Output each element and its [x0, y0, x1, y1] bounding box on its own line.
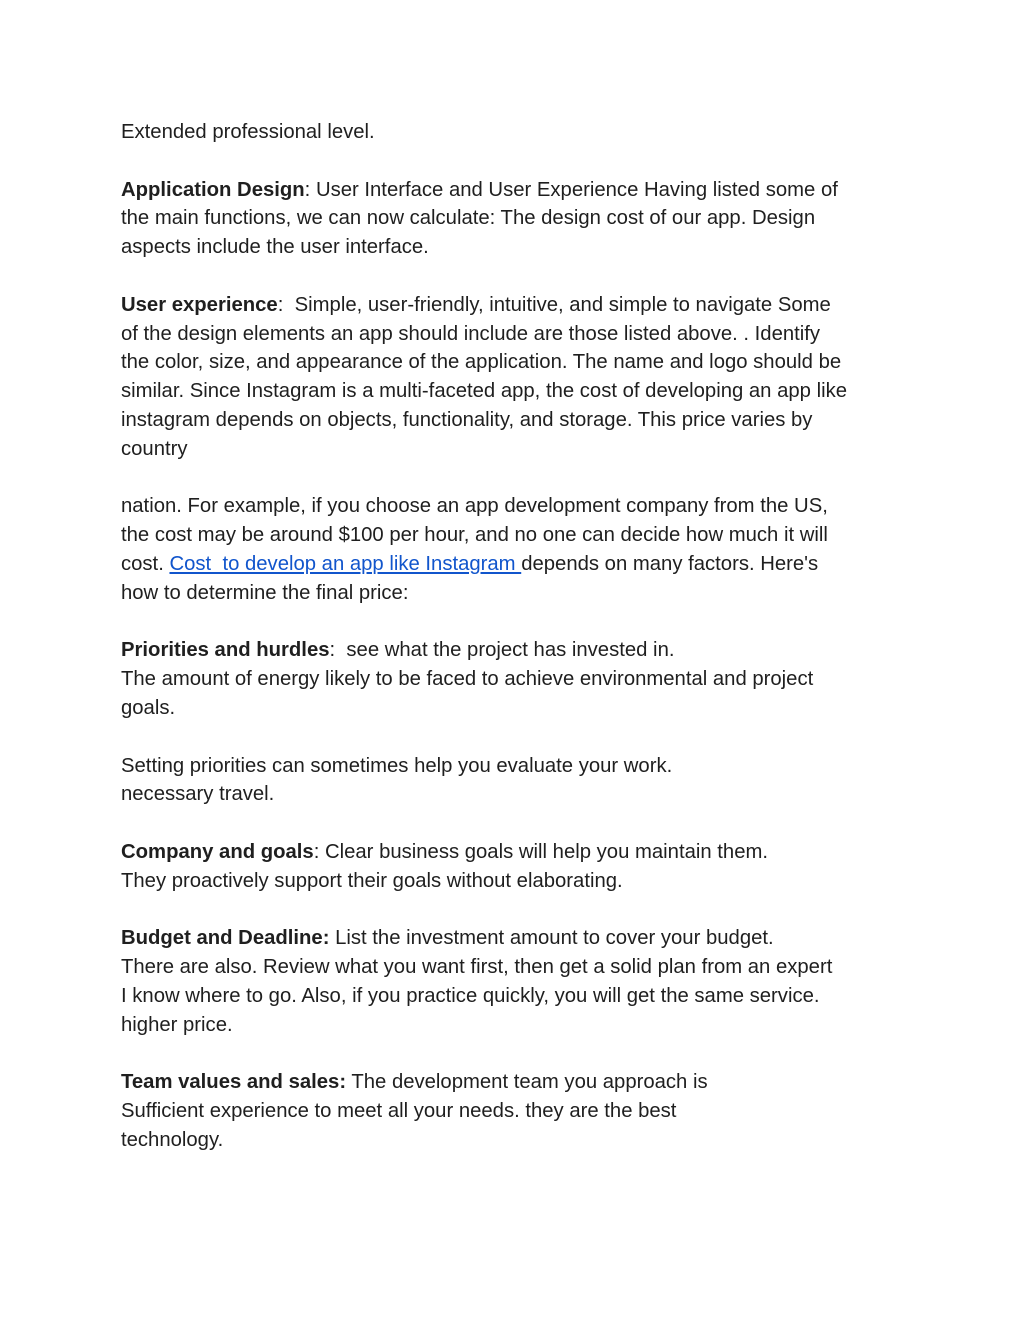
budget-line: I know where to go. Also, if you practice quickly, you will get the same service.: [121, 984, 820, 1007]
company-goals-line: They proactively support their goals without elaborating.: [121, 869, 623, 892]
paragraph-gap: [121, 809, 911, 838]
nation-line: how to determine the final price:: [121, 581, 409, 604]
priorities-text: : see what the project has invested in.: [329, 639, 675, 662]
company-goals-paragraph: [121, 838, 911, 896]
user-experience-line: of the design elements an app should include are those listed above. . Identify: [121, 322, 821, 345]
budget-text: List the investment amount to cover your budget.: [329, 927, 774, 950]
nation-paragraph: [121, 492, 911, 607]
nation-text: depends on many factors. Here's: [521, 552, 819, 575]
company-goals-heading: Company and goals: [121, 840, 314, 863]
budget-line: higher price.: [121, 1013, 233, 1036]
paragraph-gap: [121, 608, 911, 637]
intro-paragraph: [121, 118, 911, 147]
team-heading: Team values and sales:: [121, 1071, 347, 1094]
paragraph-gap: [121, 464, 911, 493]
application-design-heading: Application Design: [121, 178, 305, 201]
user-experience-paragraph: [121, 291, 911, 464]
user-experience-line: instagram depends on objects, functionality, and storage. This price varies by: [121, 408, 813, 431]
document-page: [121, 118, 911, 1155]
nation-line: the cost may be around $100 per hour, and no one can decide how much it will: [121, 524, 828, 547]
instagram-cost-link[interactable]: Cost to develop an app like Instagram: [169, 552, 522, 575]
paragraph-gap: [121, 896, 911, 925]
paragraph-gap: [121, 147, 911, 176]
budget-paragraph: [121, 924, 911, 1039]
nation-text: cost.: [121, 552, 170, 575]
user-experience-line: country: [121, 437, 188, 460]
team-text: The development team you approach is: [346, 1071, 708, 1094]
priorities-line: goals.: [121, 696, 176, 719]
user-experience-heading: User experience: [121, 293, 278, 316]
setting-line: Setting priorities can sometimes help you evaluate your work.: [121, 754, 673, 777]
intro-text: Extended professional level.: [121, 121, 375, 143]
paragraph-gap: [121, 262, 911, 291]
budget-line: There are also. Review what you want first, then get a solid plan from an expert: [121, 956, 833, 979]
application-design-line: aspects include the user interface.: [121, 236, 429, 259]
budget-heading: Budget and Deadline:: [121, 927, 330, 950]
user-experience-line: similar. Since Instagram is a multi-faceted app, the cost of developing an app like: [121, 380, 848, 403]
priorities-heading: Priorities and hurdles: [121, 639, 330, 662]
setting-line: necessary travel.: [121, 783, 275, 806]
application-design-paragraph: [121, 176, 911, 262]
user-experience-text: : Simple, user-friendly, intuitive, and simple to navigate Some: [277, 293, 831, 316]
priorities-paragraph: [121, 636, 911, 722]
paragraph-gap: [121, 1040, 911, 1069]
team-paragraph: [121, 1068, 911, 1154]
application-design-line: the main functions, we can now calculate: The design cost of our app. Design: [121, 207, 816, 230]
user-experience-line: the color, size, and appearance of the application. The name and logo should be: [121, 351, 842, 374]
company-goals-text: : Clear business goals will help you maintain them.: [313, 840, 769, 863]
team-line: Sufficient experience to meet all your needs. they are the best: [121, 1100, 677, 1123]
paragraph-gap: [121, 723, 911, 752]
priorities-line: The amount of energy likely to be faced to achieve environmental and project: [121, 668, 814, 691]
nation-line: nation. For example, if you choose an app development company from the US,: [121, 495, 828, 518]
team-line: technology.: [121, 1128, 224, 1151]
application-design-text: : User Interface and User Experience Having listed some of: [304, 178, 838, 201]
setting-paragraph: [121, 752, 911, 810]
